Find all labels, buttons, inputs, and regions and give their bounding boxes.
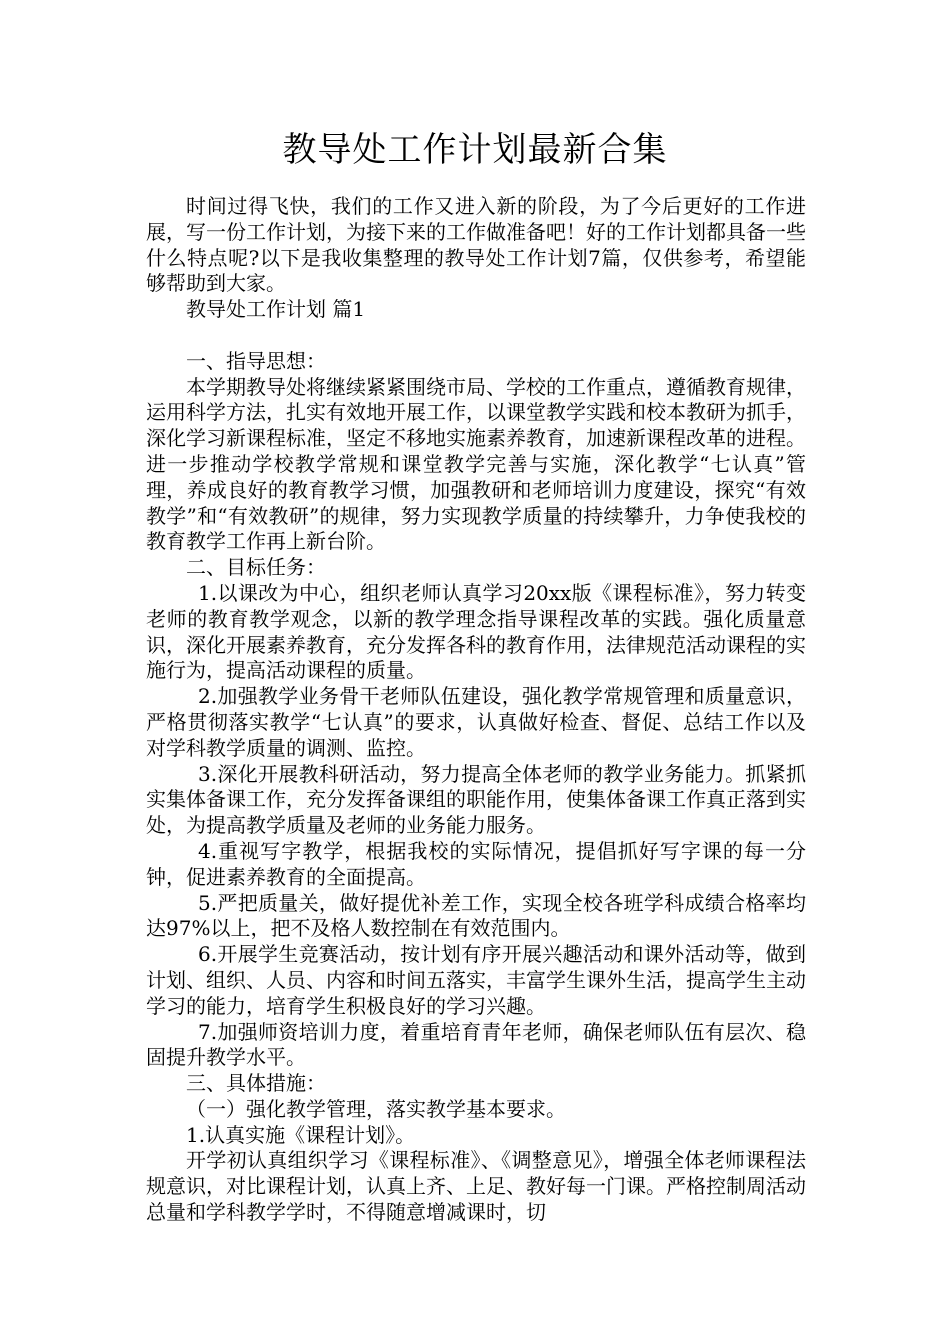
heading-measures: 三、具体措施： [186, 1071, 326, 1096]
heading-guiding-thought: 一、指导思想： [186, 348, 326, 373]
document-body [146, 194, 806, 1226]
blank-line [146, 323, 806, 349]
goal-item-4: 4.重视写字教学，根据我校的实际情况，提倡抓好写字课的每一分钟，促进素养教育的全面提高。 [146, 838, 806, 889]
intro-paragraph: 时间过得飞快，我们的工作又进入新的阶段，为了今后更好的工作进展，写一份工作计划，为接下来的工作做准备吧！好的工作计划都具备一些什么特点呢?以下是我收集整理的教导处工作计划7篇，仅供参考，希望能够帮助到大家。 [146, 194, 806, 296]
goal-item-2: 2.加强教学业务骨干老师队伍建设，强化教学常规管理和质量意识，严格贯彻落实教学“七认真”的要求，认真做好检查、督促、总结工作以及对学科教学质量的调测、监控。 [146, 684, 806, 760]
heading-goals: 二、目标任务： [186, 555, 326, 580]
goal-item-5: 5.严把质量关，做好提优补差工作，实现全校各班学科成绩合格率均达97%以上，把不及格人数控制在有效范围内。 [146, 890, 806, 941]
goal-item-6: 6.开展学生竞赛活动，按计划有序开展兴趣活动和课外活动等，做到计划、组织、人员、内容和时间五落实，丰富学生课外生活，提高学生主动学习的能力，培育学生积极良好的学习兴趣。 [146, 942, 806, 1018]
goal-item-1: 1.以课改为中心，组织老师认真学习20xx版《课程标准》，努力转变老师的教育教学观念，以新的教学理念指导课程改革的实践。强化质量意识，深化开展素养教育，充分发挥各科的教育作用，法律规范活动课程的实施行为，提高活动课程的质量。 [146, 580, 806, 683]
document-title: 教导处工作计划最新合集 [282, 130, 668, 170]
measure-item-1: 1.认真实施《课程计划》。 [186, 1122, 416, 1147]
goal-item-7: 7.加强师资培训力度，着重培育青年老师，确保老师队伍有层次、稳固提升教学水平。 [146, 1019, 806, 1070]
paragraph-guiding-thought: 本学期教导处将继续紧紧围绕市局、学校的工作重点，遵循教育规律，运用科学方法，扎实有效地开展工作，以课堂教学实践和校本教研为抓手，深化学习新课程标准，坚定不移地实施素养教育，加速新课程改革的进程。进一步推动学校教学常规和课堂教学完善与实施，深化教学“七认真”管理，养成良好的教育教学习惯，加强教研和老师培训力度建设，探究“有效教学”和“有效教研”的规律，努力实现教学质量的持续攀升，力争使我校的教育教学工作再上新台阶。 [146, 374, 806, 554]
section-heading-plan-1: 教导处工作计划 篇1 [186, 297, 366, 322]
goal-item-3: 3.深化开展教科研活动，努力提高全体老师的教学业务能力。抓紧抓实集体备课工作，充分发挥备课组的职能作用，使集体备课工作真正落到实处，为提高教学质量及老师的业务能力服务。 [146, 761, 806, 838]
subheading-measure-1: （一）强化教学管理，落实教学基本要求。 [186, 1096, 566, 1121]
paragraph-measure-1: 开学初认真组织学习《课程标准》、《调整意见》，增强全体老师课程法规意识，对比课程计划，认真上齐、上足、教好每一门课。严格控制周活动总量和学科教学学时，不得随意增减课时，切 [146, 1148, 806, 1225]
